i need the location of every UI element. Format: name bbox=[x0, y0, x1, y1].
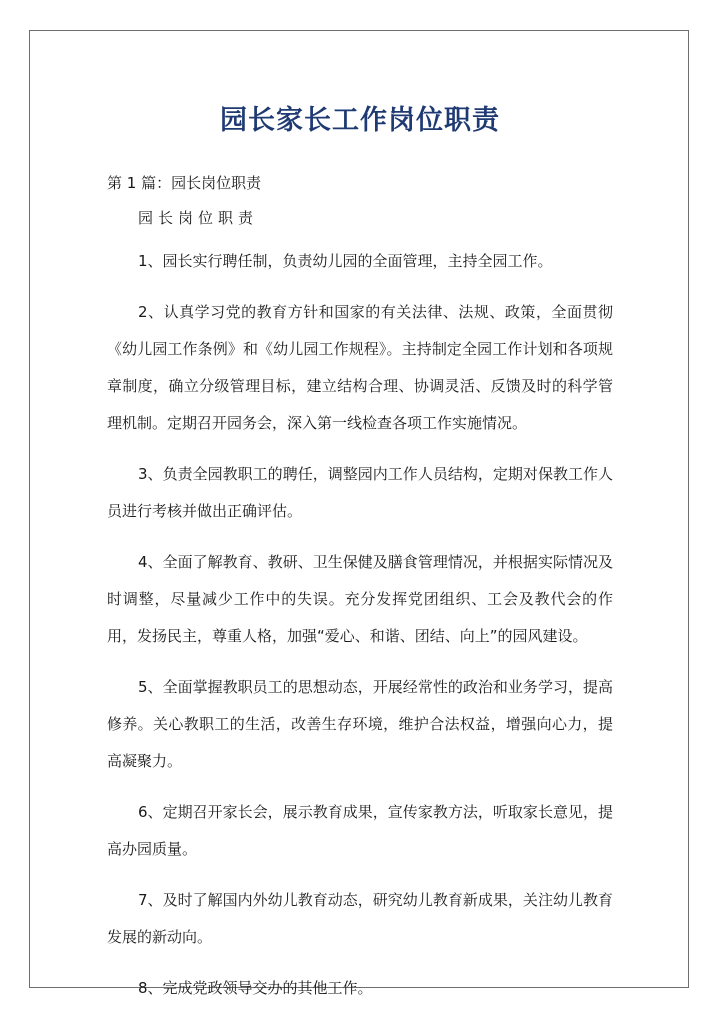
duties-list bbox=[107, 243, 613, 1021]
section-heading: 园长岗位职责 bbox=[138, 209, 259, 227]
clause-1: 1、园长实行聘任制，负责幼儿园的全面管理，主持全园工作。 bbox=[138, 252, 553, 270]
clause-6: 6、定期召开家长会，展示教育成果，宣传家教方法，听取家长意见，提高办园质量。 bbox=[107, 803, 613, 858]
article-heading: 第 1 篇：园长岗位职责 bbox=[107, 174, 262, 192]
clause-5: 5、全面掌握教职员工的思想动态，开展经常性的政治和业务学习，提高修养。关心教职工的生活，改善生存环境，维护合法权益，增强向心力，提高凝聚力。 bbox=[107, 678, 613, 770]
clause-8: 8、完成党政领导交办的其他工作。 bbox=[138, 979, 373, 997]
clause-4: 4、全面了解教育、教研、卫生保健及膳食管理情况，并根据实际情况及时调整，尽量减少工作中的失误。充分发挥党团组织、工会及教代会的作用，发扬民主，尊重人格，加强“爱心、和谐、团结、向上”的园风建设。 bbox=[107, 553, 613, 645]
clause-7: 7、及时了解国内外幼儿教育动态，研究幼儿教育新成果，关注幼儿教育发展的新动向。 bbox=[107, 891, 613, 946]
clause-2: 2、认真学习党的教育方针和国家的有关法律、法规、政策，全面贯彻《幼儿园工作条例》和《幼儿园工作规程》。主持制定全园工作计划和各项规章制度，确立分级管理目标，建立结构合理、协调灵活、反馈及时的科学管理机制。定期召开园务会，深入第一线检查各项工作实施情况。 bbox=[107, 303, 613, 432]
clause-3: 3、负责全园教职工的聘任，调整园内工作人员结构，定期对保教工作人员进行考核并做出正确评估。 bbox=[107, 465, 613, 520]
document-title: 园长家长工作岗位职责 bbox=[220, 105, 500, 136]
